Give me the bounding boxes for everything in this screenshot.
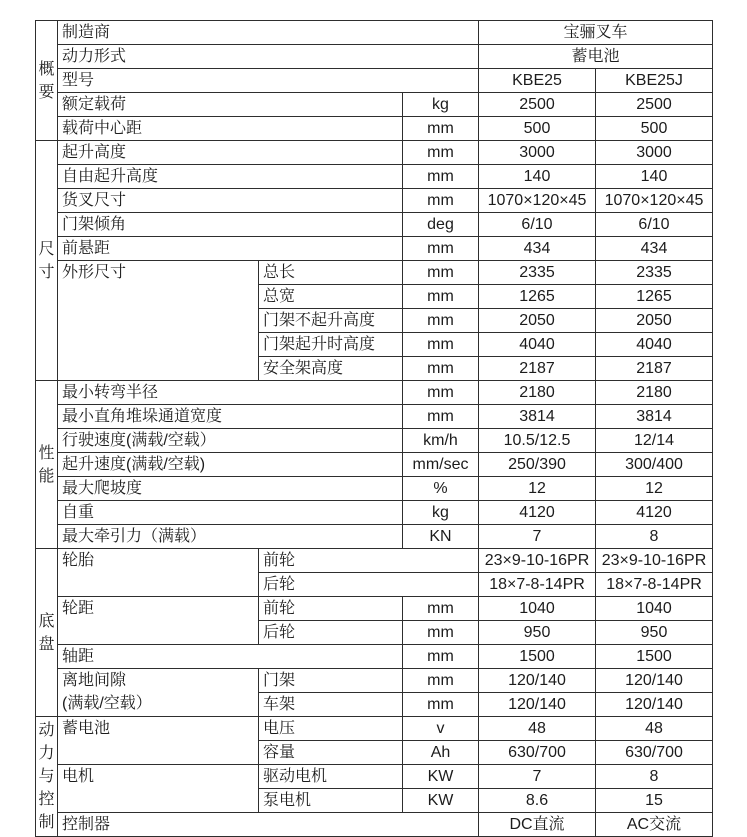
mast-extended-height-unit: mm: [403, 333, 479, 357]
overall-length-unit: mm: [403, 261, 479, 285]
track-rear-label: 后轮: [259, 621, 403, 645]
motor-drive-v2: 8: [596, 765, 713, 789]
section-label-dimensions: 尺寸: [36, 141, 58, 381]
track-label: 轮距: [58, 597, 259, 645]
table-row: [36, 381, 713, 405]
table-row: [36, 21, 713, 45]
load-center-unit: mm: [403, 117, 479, 141]
motor-drive-label: 驱动电机: [259, 765, 403, 789]
motor-drive-unit: KW: [403, 765, 479, 789]
fork-size-v2: 1070×120×45: [596, 189, 713, 213]
wheelbase-v1: 1500: [479, 645, 596, 669]
mast-extended-height-label: 门架起升时高度: [259, 333, 403, 357]
battery-voltage-v2: 48: [596, 717, 713, 741]
lift-height-v1: 3000: [479, 141, 596, 165]
track-rear-v1: 950: [479, 621, 596, 645]
clearance-frame-label: 车架: [259, 693, 403, 717]
track-rear-v2: 950: [596, 621, 713, 645]
section-label-chassis: 底盘: [36, 549, 58, 717]
model-label: 型号: [58, 69, 479, 93]
table-row: [36, 645, 713, 669]
overhead-guard-height-v1: 2187: [479, 357, 596, 381]
mast-lowered-height-label: 门架不起升高度: [259, 309, 403, 333]
motor-pump-v2: 15: [596, 789, 713, 813]
rated-load-unit: kg: [403, 93, 479, 117]
table-row: [36, 597, 713, 621]
motor-pump-label: 泵电机: [259, 789, 403, 813]
table-row: [36, 189, 713, 213]
table-row: [36, 213, 713, 237]
mast-tilt-v2: 6/10: [596, 213, 713, 237]
front-overhang-v2: 434: [596, 237, 713, 261]
battery-voltage-label: 电压: [259, 717, 403, 741]
fork-size-label: 货叉尺寸: [58, 189, 403, 213]
tires-front-v2: 23×9-10-16PR: [596, 549, 713, 573]
table-row: [36, 405, 713, 429]
max-traction-v2: 8: [596, 525, 713, 549]
ground-clearance-label: [58, 669, 259, 717]
tires-front-label: 前轮: [259, 549, 479, 573]
clearance-mast-label: 门架: [259, 669, 403, 693]
clearance-frame-unit: mm: [403, 693, 479, 717]
overall-length-label: 总长: [259, 261, 403, 285]
lift-speed-unit: mm/sec: [403, 453, 479, 477]
service-weight-v2: 4120: [596, 501, 713, 525]
mast-extended-height-v2: 4040: [596, 333, 713, 357]
controller-label: 控制器: [58, 813, 479, 837]
travel-speed-label: 行驶速度(满载/空载）: [58, 429, 403, 453]
table-row: [36, 813, 713, 837]
ground-clearance-label-line2: (满载/空载）: [62, 695, 152, 712]
table-row: [36, 93, 713, 117]
max-traction-label: 最大牵引力（满载）: [58, 525, 403, 549]
section-label-power-control: 动力与控制: [36, 717, 58, 837]
travel-speed-v1: 10.5/12.5: [479, 429, 596, 453]
battery-capacity-v2: 630/700: [596, 741, 713, 765]
clearance-frame-v1: 120/140: [479, 693, 596, 717]
battery-capacity-v1: 630/700: [479, 741, 596, 765]
load-center-label: 载荷中心距: [58, 117, 403, 141]
free-lift-height-unit: mm: [403, 165, 479, 189]
min-aisle-width-unit: mm: [403, 405, 479, 429]
motor-label: 电机: [58, 765, 259, 813]
service-weight-label: 自重: [58, 501, 403, 525]
wheelbase-label: 轴距: [58, 645, 403, 669]
tires-label: 轮胎: [58, 549, 259, 597]
max-gradeability-v2: 12: [596, 477, 713, 501]
battery-capacity-unit: Ah: [403, 741, 479, 765]
travel-speed-unit: km/h: [403, 429, 479, 453]
max-traction-unit: KN: [403, 525, 479, 549]
manufacturer-label: 制造商: [58, 21, 479, 45]
overall-width-v2: 1265: [596, 285, 713, 309]
battery-voltage-v1: 48: [479, 717, 596, 741]
motor-pump-unit: KW: [403, 789, 479, 813]
fork-size-unit: mm: [403, 189, 479, 213]
table-row: [36, 261, 713, 285]
table-row: [36, 69, 713, 93]
table-row: [36, 717, 713, 741]
model-v1: KBE25: [479, 69, 596, 93]
track-front-unit: mm: [403, 597, 479, 621]
min-aisle-width-v2: 3814: [596, 405, 713, 429]
table-row: [36, 549, 713, 573]
overall-width-v1: 1265: [479, 285, 596, 309]
load-center-v1: 500: [479, 117, 596, 141]
table-row: [36, 117, 713, 141]
mast-tilt-unit: deg: [403, 213, 479, 237]
overhead-guard-height-label: 安全架高度: [259, 357, 403, 381]
controller-v2: AC交流: [596, 813, 713, 837]
max-traction-v1: 7: [479, 525, 596, 549]
lift-height-unit: mm: [403, 141, 479, 165]
clearance-mast-unit: mm: [403, 669, 479, 693]
power-type-value: 蓄电池: [479, 45, 713, 69]
front-overhang-label: 前悬距: [58, 237, 403, 261]
lift-speed-label: 起升速度(满载/空载): [58, 453, 403, 477]
tires-front-v1: 23×9-10-16PR: [479, 549, 596, 573]
table-row: [36, 501, 713, 525]
table-row: [36, 45, 713, 69]
mast-lowered-height-unit: mm: [403, 309, 479, 333]
min-turning-radius-unit: mm: [403, 381, 479, 405]
min-aisle-width-label: 最小直角堆垛通道宽度: [58, 405, 403, 429]
table-row: [36, 525, 713, 549]
track-front-v2: 1040: [596, 597, 713, 621]
model-v2: KBE25J: [596, 69, 713, 93]
max-gradeability-label: 最大爬坡度: [58, 477, 403, 501]
track-front-v1: 1040: [479, 597, 596, 621]
service-weight-v1: 4120: [479, 501, 596, 525]
forklift-spec-table: [35, 20, 713, 837]
lift-speed-v2: 300/400: [596, 453, 713, 477]
min-turning-radius-v1: 2180: [479, 381, 596, 405]
track-front-label: 前轮: [259, 597, 403, 621]
mast-lowered-height-v1: 2050: [479, 309, 596, 333]
section-label-performance: 性能: [36, 381, 58, 549]
mast-lowered-height-v2: 2050: [596, 309, 713, 333]
track-rear-unit: mm: [403, 621, 479, 645]
wheelbase-unit: mm: [403, 645, 479, 669]
free-lift-height-v1: 140: [479, 165, 596, 189]
fork-size-v1: 1070×120×45: [479, 189, 596, 213]
front-overhang-unit: mm: [403, 237, 479, 261]
rated-load-label: 额定载荷: [58, 93, 403, 117]
controller-v1: DC直流: [479, 813, 596, 837]
table-row: [36, 237, 713, 261]
tires-rear-v1: 18×7-8-14PR: [479, 573, 596, 597]
rated-load-v1: 2500: [479, 93, 596, 117]
motor-pump-v1: 8.6: [479, 789, 596, 813]
front-overhang-v1: 434: [479, 237, 596, 261]
load-center-v2: 500: [596, 117, 713, 141]
manufacturer-value: 宝骊叉车: [479, 21, 713, 45]
clearance-mast-v2: 120/140: [596, 669, 713, 693]
service-weight-unit: kg: [403, 501, 479, 525]
table-row: [36, 165, 713, 189]
mast-tilt-v1: 6/10: [479, 213, 596, 237]
table-row: [36, 429, 713, 453]
tires-rear-label: 后轮: [259, 573, 479, 597]
overall-width-label: 总宽: [259, 285, 403, 309]
battery-capacity-label: 容量: [259, 741, 403, 765]
min-turning-radius-label: 最小转弯半径: [58, 381, 403, 405]
overall-length-v1: 2335: [479, 261, 596, 285]
overhead-guard-height-v2: 2187: [596, 357, 713, 381]
table-row: [36, 141, 713, 165]
overall-width-unit: mm: [403, 285, 479, 309]
lift-height-v2: 3000: [596, 141, 713, 165]
power-type-label: 动力形式: [58, 45, 479, 69]
overhead-guard-height-unit: mm: [403, 357, 479, 381]
clearance-mast-v1: 120/140: [479, 669, 596, 693]
motor-drive-v1: 7: [479, 765, 596, 789]
max-gradeability-unit: %: [403, 477, 479, 501]
battery-label: 蓄电池: [58, 717, 259, 765]
free-lift-height-label: 自由起升高度: [58, 165, 403, 189]
mast-extended-height-v1: 4040: [479, 333, 596, 357]
max-gradeability-v1: 12: [479, 477, 596, 501]
clearance-frame-v2: 120/140: [596, 693, 713, 717]
min-aisle-width-v1: 3814: [479, 405, 596, 429]
table-row: [36, 765, 713, 789]
ground-clearance-label-line1: 离地间隙: [62, 672, 127, 689]
mast-tilt-label: 门架倾角: [58, 213, 403, 237]
overall-length-v2: 2335: [596, 261, 713, 285]
battery-voltage-unit: v: [403, 717, 479, 741]
min-turning-radius-v2: 2180: [596, 381, 713, 405]
table-row: [36, 669, 713, 693]
rated-load-v2: 2500: [596, 93, 713, 117]
overall-size-label: 外形尺寸: [58, 261, 259, 381]
table-row: [36, 453, 713, 477]
table-row: [36, 477, 713, 501]
free-lift-height-v2: 140: [596, 165, 713, 189]
lift-height-label: 起升高度: [58, 141, 403, 165]
travel-speed-v2: 12/14: [596, 429, 713, 453]
wheelbase-v2: 1500: [596, 645, 713, 669]
section-label-overview: 概要: [36, 21, 58, 141]
lift-speed-v1: 250/390: [479, 453, 596, 477]
tires-rear-v2: 18×7-8-14PR: [596, 573, 713, 597]
